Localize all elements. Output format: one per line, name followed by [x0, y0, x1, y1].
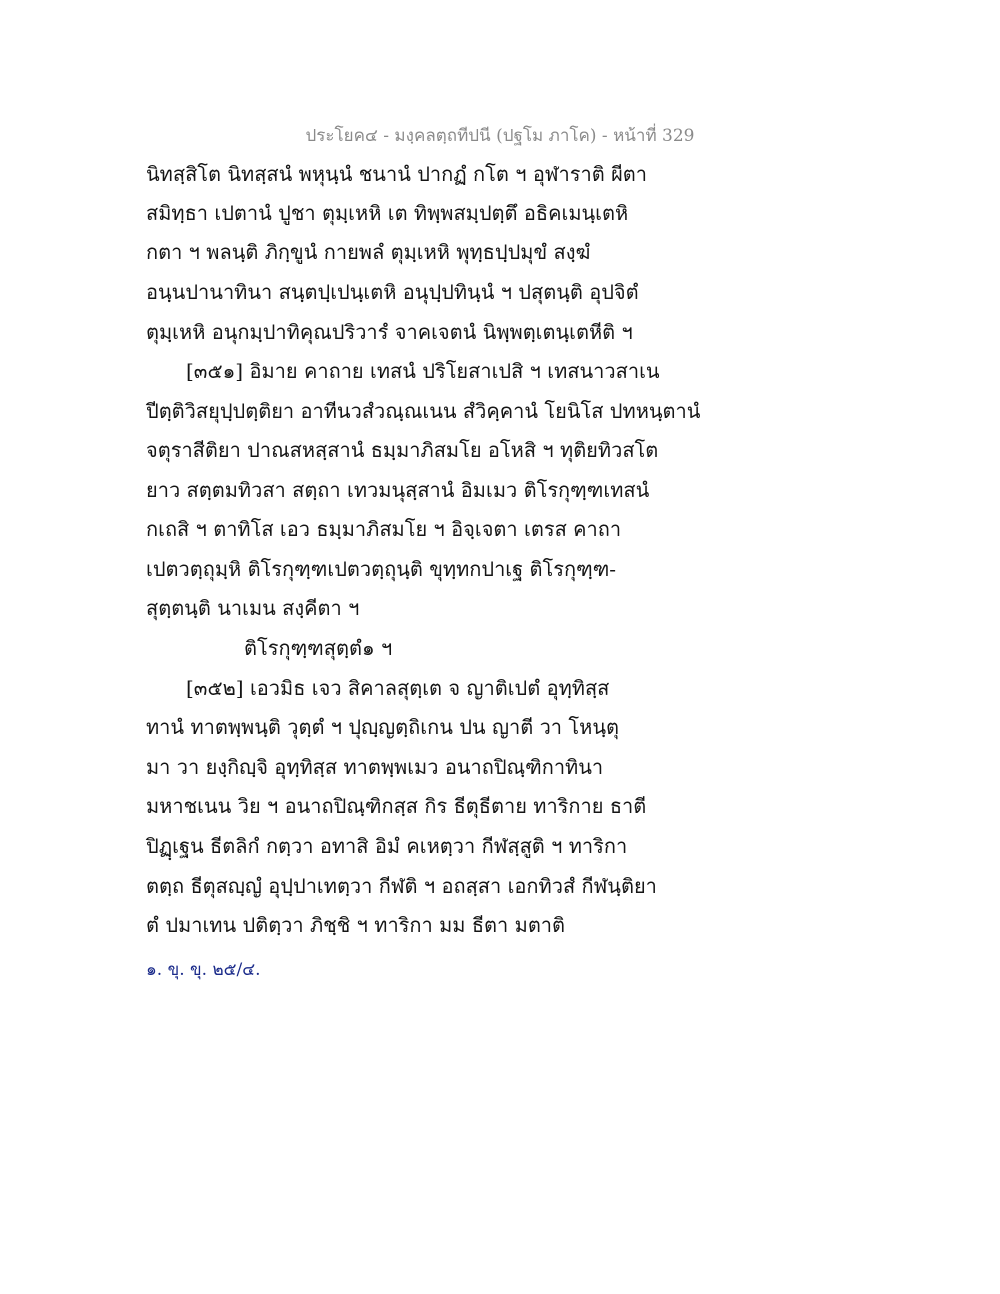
text-line: อนฺนปานาทินา สนฺตปฺเปนฺเตหิ อนุปฺปทินฺนํ ฯ ปสุตนฺติ อุปจิตํ	[146, 280, 639, 304]
paragraph-352-start: [๓๕๒] เอวมิธ เจว สิคาลสุตฺเต จ ญาติเปตํ อุทฺทิสฺส	[186, 676, 610, 700]
text-line: ตุมฺเหหิ อนุกมฺปาทิคุณปริวารํ จาคเจตนํ นิพฺพตฺเตนฺเตหีติ ฯ	[146, 320, 633, 344]
text-line: ยาว สตฺตมทิวสา สตฺถา เทวมนุสฺสานํ อิมเมว ติโรกุฑฺฑเทสนํ	[146, 478, 650, 502]
footnote: ๑. ขุ. ขุ. ๒๕/๔.	[146, 960, 261, 980]
text-line: ปีตฺติวิสยุปฺปตฺติยา อาทีนวสํวณฺณเนน สํวิคฺคานํ โยนิโส ปทหนฺตานํ	[146, 399, 701, 423]
text-line: ทานํ ทาตพฺพนฺติ วุตฺตํ ฯ ปุญฺญตฺถิเกน ปน ญาตี วา โหนฺตุ	[146, 715, 619, 739]
text-line: ตํ ปมาเทน ปติตฺวา ภิชฺชิ ฯ ทาริกา มม ธีตา มตาติ	[146, 913, 566, 937]
text-line: กตา ฯ พลนฺติ ภิกฺขูนํ กายพลํ ตุมฺเหหิ พุทฺธปฺปมุขํ สงฺฆํ	[146, 240, 591, 264]
text-line: เปตวตฺถุมฺหิ ติโรกุฑฺฑเปตวตฺถุนฺติ ขุทฺทกปาเฐ ติโรกุฑฺฑ-	[146, 557, 617, 581]
paragraph-351-start: [๓๕๑] อิมาย คาถาย เทสนํ ปริโยสาเปสิ ฯ เทสนาวสาเน	[186, 359, 660, 383]
text-line: สมิทฺธา เปตานํ ปูชา ตุมฺเหหิ เต ทิพฺพสมฺปตฺตึ อธิคเมนฺเตหิ	[146, 201, 629, 225]
page-header: ประโยค๔ - มงฺคลตฺถทีปนี (ปฐโม ภาโค) - หน้าที่ 329	[305, 126, 695, 146]
text-line: สุตฺตนฺติ นาเมน สงฺคีตา ฯ	[146, 596, 360, 620]
text-line: มา วา ยงฺกิญฺจิ อุทฺทิสฺส ทาตพฺพเมว อนาถปิณฺฑิกาทินา	[146, 755, 604, 779]
text-line: จตุราสีติยา ปาณสหสฺสานํ ธมฺมาภิสมโย อโหสิ ฯ ทุติยทิวสโต	[146, 438, 659, 462]
text-line: ตตฺถ ธีตุสญฺญํ อุปฺปาเทตฺวา กีฬติ ฯ อถสฺสา เอกทิวสํ กีฬนฺติยา	[146, 874, 657, 898]
section-title: ติโรกุฑฺฑสุตฺตํ๑ ฯ	[244, 636, 393, 660]
text-line: มหาชเนน วิย ฯ อนาถปิณฺฑิกสฺส กิร ธีตุธีตาย ทาริกาย ธาตี	[146, 794, 647, 818]
text-line: ปิฏฺเฐน ธีตลิกํ กตฺวา อทาสิ อิมํ คเหตฺวา กีฬสฺสูติ ฯ ทาริกา	[146, 834, 628, 858]
text-line: กเถสิ ฯ ตาทิโส เอว ธมฺมาภิสมโย ฯ อิจฺเจตา เตรส คาถา	[146, 517, 622, 541]
text-line: นิทสฺสิโต นิทสฺสนํ พหุนฺนํ ชนานํ ปากฏํ กโต ฯ อุฬาราติ ผีตา	[146, 162, 648, 186]
